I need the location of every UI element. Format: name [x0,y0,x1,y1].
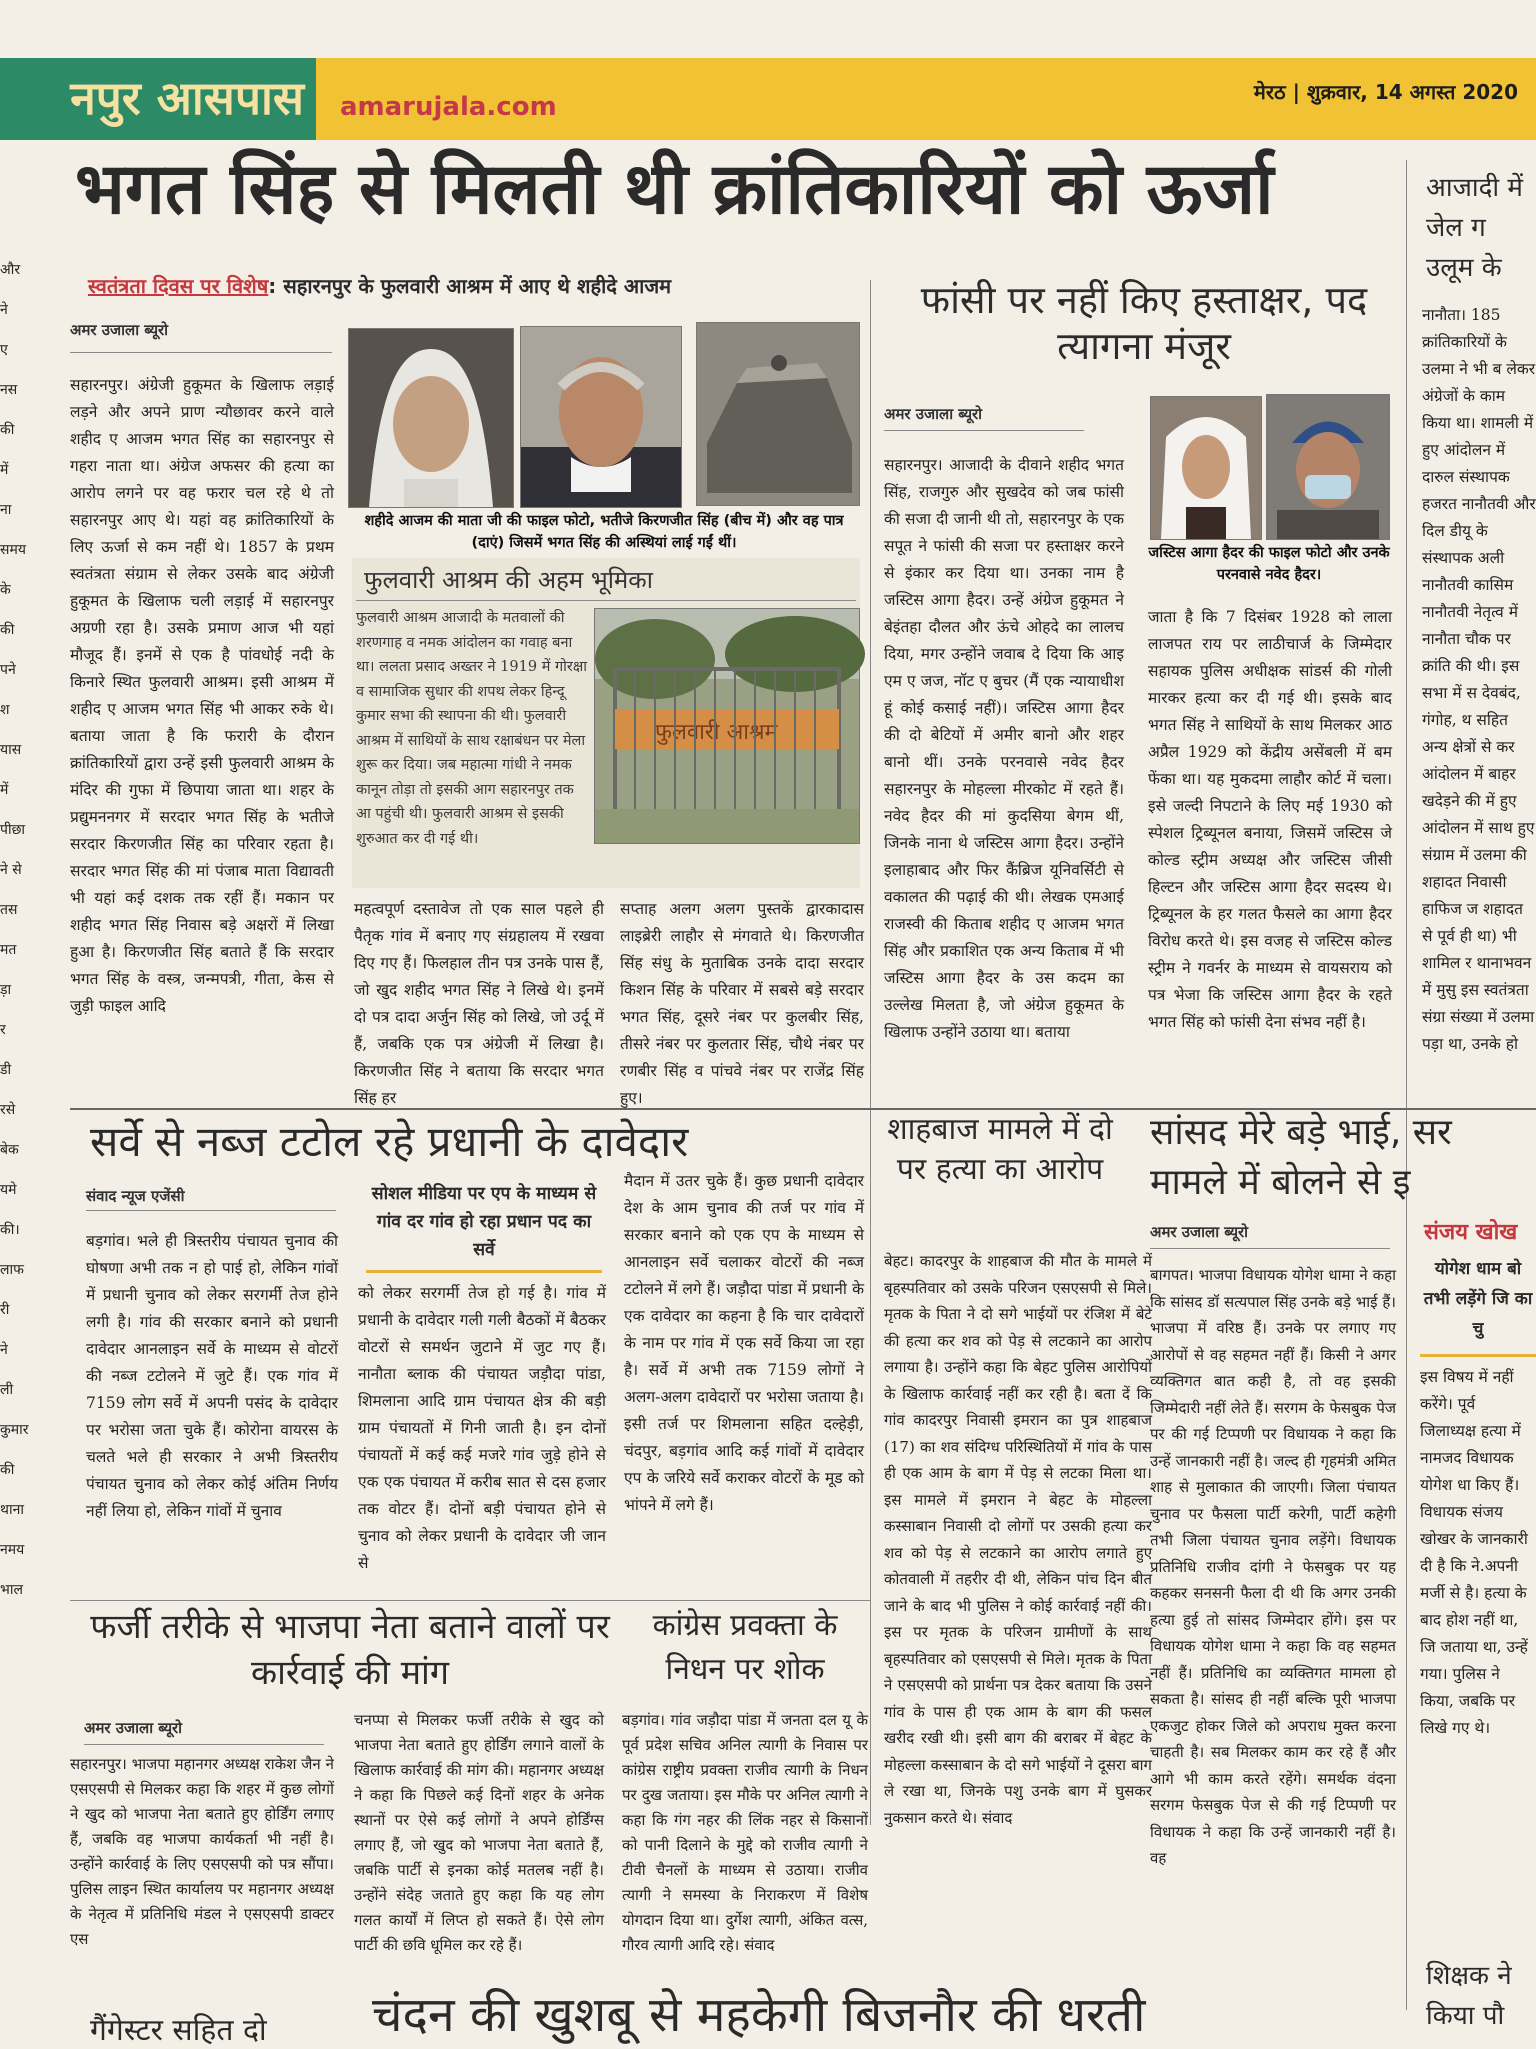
sarve-byline: संवाद न्यूज एजेंसी [86,1187,185,1205]
site-url[interactable]: amarujala.com [340,92,557,122]
bottom-headline-center: चंदन की खुशबू से महकेगी बिजनौर की धरती [372,1987,1146,2043]
left-edge-fragment: समय [0,542,26,558]
sarve-subhead: सोशल मीडिया पर एप के माध्यम से गांव दर गांव हो रहा प्रधान पद का सर्वे [371,1184,597,1260]
left-edge-fragment: पीछा [0,822,26,838]
left-edge-fragment: की [0,622,15,638]
sarve-body-col3: मैदान में उतर चुके हैं। कुछ प्रधानी दावेदार देश के आम चुनाव की तर्ज पर गांव में सरकार बनाने को एक एप के माध्यम से आनलाइन सर्वे चलाकर वोटरों की नब्ज टटोलने में लगे हैं। जड़ौदा पांडा में प्रधानी के एक दावेदार का कहना है कि चार दावेदारों के नाम पर गांव में एक सर्वे किया जा रहा है। सर्वे में अभी तक 7159 लोगों ने अलग-अलग दावेदारों पर भरोसा जताया है। इसी तर्ज पर शिमलाना सहित दल्हेड़ी, चंदपुर, बड़गांव आदि कई गांवों में दावेदार एप के जरिये सर्वे कराकर वोटरों के मूड को भांपने में लगे हैं। [624,1172,864,1514]
left-edge-fragment: यमे [0,1182,17,1198]
left-edge-fragment: भाल [0,1582,23,1598]
sarve-body-col1: बड़गांव। भले ही त्रिस्तरीय पंचायत चुनाव की घोषणा अभी तक न हो पाई हो, लेकिन गांवों में प्रधानी चुनाव को लेकर सरगर्मी तेज होने लगी है। गांव की सरकार बनाने को प्रधानी दावेदार आनलाइन सर्वे के माध्यम से वोटरों की नब्ज टटोलने में जुटे हैं। एक गांव में 7159 लोग सर्वे में अपनी पसंद के दावेदार पर भरोसा जता चुके हैं। कोरोना वायरस के चलते भले ही सरकार ने अभी त्रिस्तरीय पंचायत चुनाव को लेकर कोई अंतिम निर्णय नहीं लिया हो, लेकिन गांवों में चुनाव [86,1232,338,1520]
sansad-body: बागपत। भाजपा विधायक योगेश धामा ने कहा कि सांसद डॉ सत्यपाल सिंह उनके बड़े भाई हैं। भाजपा में वरिष्ठ हैं। उनके पर लगाए गए आरोपों से वह सहमत नहीं हैं। किसी ने अगर व्यक्तिगत बात कही है, तो वह इसकी जिम्मेदारी नहीं लेते हैं। सरगम के फेसबुक पेज पर की गई टिप्पणी पर विधायक ने कहा कि उन्हें जानकारी नहीं है। जल्द ही गृहमंत्री अमित शाह से मुलाकात की जाएगी। जिला पंचायत चुनाव पर फैसला पार्टी करेगी, पार्टी कहेगी तभी जिला पंचायत चुनाव लड़ेंगे। विधायक प्रतिनिधि राजीव दांगी ने फेसबुक पर यह कहकर सनसनी फैला दी थी कि अगर उनकी हत्या हुई तो सांसद जिम्मेदार होंगे। इस पर विधायक योगेश धामा ने कहा कि वह सहमत नहीं हैं। प्रतिनिधि का व्यक्तिगत मामला हो सकता है। सांसद ही नहीं बल्कि पूरी भाजपा एकजुट होकर जिले को अपराध मुक्त करना चाहती है। सब मिलकर काम कर रहे हैं और आगे भी काम करते रहेंगे। समर्थक वंदना सरगम फेसबुक पेज से की गई टिप्पणी पर विधायक ने कहा कि उन्हें जानकारी नहीं है। वह [1150,1266,1396,1867]
sarve-headline: सर्वे से नब्ज टटोल रहे प्रधानी के दावेदार [90,1117,689,1166]
left-edge-fragment: नस [0,382,18,398]
left-edge-fragment: और [0,262,21,278]
phulwari-title-rule [356,600,856,601]
column-divider-lead [870,280,871,1825]
sansad-byline: अमर उजाला ब्यूरो [1150,1223,1249,1241]
photo-justice-aga-haider [1150,396,1262,540]
left-edge-fragment: री [0,1302,10,1318]
left-edge-fragment: की। [0,1222,20,1238]
sarve-subhead-rule [366,1270,602,1273]
left-edge-fragment: बेक [0,1142,19,1158]
section-divider-lower [70,1600,870,1601]
photo-kiranjeet [520,326,682,508]
farji-body-col2: चनप्पा से मिलकर फर्जी तरीके से खुद को भाजपा नेता बताते हुए होर्डिंग लगाने वालों के खिलाफ कार्रवाई की मांग की। महानगर अध्यक्ष ने कहा कि पिछले कई दिनों शहर के अनेक स्थानों पर ऐसे कई लोगों ने अपने होर्डिंग्स लगाए हैं, जो खुद को भाजपा नेता बताते हैं, जबकि पार्टी से इनका कोई मतलब नहीं है। उन्होंने संदेह जताते हुए कहा कि यह लोग गलत कार्यों में लिप्त हो सकते हैं। ऐसे लोग पार्टी की छवि धूमिल कर रहे हैं। [354,1711,604,1954]
lead-body-col2: महत्वपूर्ण दस्तावेज तो एक साल पहले ही पैतृक गांव में बनाए गए संग्रहालय में रखवा दिए गए हैं। फिलहाल तीन पत्र उनके पास हैं, जो खुद शहीद भगत सिंह ने लिखे थे। इनमें दो पत्र दादा अर्जुन सिंह को लिखे, जो उर्दू में हैं, जबकि एक पत्र अंग्रेजी में लिखा है। किरणजीत सिंह ने बताया कि सरदार भगत सिंह हर [354,900,604,1107]
fansi-byline-rule [884,430,1084,431]
shahbaz-headline: शाहबाज मामले में दो पर हत्या का आरोप [887,1112,1113,1187]
phulwari-box-title: फुलवारी आश्रम की अहम भूमिका [364,566,653,594]
sarve-body-col2: को लेकर सरगर्मी तेज हो गई है। गांव में प्रधानी के दावेदार गली गली बैठकों में बैठकर वोटरों से समर्थन जुटाने में जुट गए हैं। नानौता ब्लाक की पंचायत जड़ौदा पांडा, शिमलाना आदि ग्राम पंचायत क्षेत्र की बड़ी ग्राम पंचायतों में गिनी जाती है। इन दोनों पंचायतों में कई कई मजरे गांव जुड़े होने से एक एक पंचायत में करीब सात से दस हजार तक वोटर हैं। दोनों बड़ी पंचायत होने से चुनाव को लेकर प्रधानी के दावेदार जी जान से [358,1284,606,1572]
left-edge-fragment: ना [0,502,12,518]
left-edge-fragment: कुमार [0,1422,29,1438]
sansad-side-author: संजय खोख [1424,1220,1518,1245]
sansad-headline: सांसद मेरे बड़े भाई, सर मामले में बोलने से इ [1150,1112,1452,1203]
gate-sign-text: फुलवारी आश्रम [655,720,778,745]
farji-byline-rule [84,1744,324,1745]
sansad-side-subhead: योगेश धाम बो तभी लड़ेंगे जि का चु [1423,1259,1533,1339]
left-edge-fragment: में [0,782,9,798]
left-edge-fragment: ने [0,1342,8,1358]
left-edge-fragment: श [0,702,10,718]
photo-urn [696,322,860,506]
lead-subhead-text: : सहारनपुर के फुलवारी आश्रम में आए थे शहीदे आजम [268,274,672,298]
column-divider-right [1406,160,1407,2010]
right-edge-headline: आजादी में जेल ग उलूम के [1426,173,1523,283]
left-edge-fragment: ने [0,302,8,318]
phulwari-box-text: फुलवारी आश्रम आजादी के मतवालों की शरणगाह व नमक आंदोलन का गवाह बना था। ललता प्रसाद अख्तर ने 1919 में गोरक्षा व सामाजिक सुधार की शपथ लेकर हिन्दू कुमार सभा की स्थापना की थी। फुलवारी आश्रम में साथियों के साथ रक्षाबंधन पर मेला शुरू कर दिया। जब महात्मा गांधी ने नमक कानून तोड़ा तो इसकी आग सहारनपुर तक आ पहुंची थी। फुलवारी आश्रम से इसकी शुरुआत कर दी गई थी। [356,610,587,847]
lead-subhead [88,274,848,298]
sansad-side-rule [1420,1354,1536,1357]
left-edge-fragment: र [0,1022,6,1038]
left-edge-fragment: के [0,582,11,598]
left-edge-fragment: पने [0,662,16,678]
lead-body-col3: सप्ताह अलग अलग पुस्तकें द्वारकादास लाइब्रेरी लाहौर से मंगवाते थे। किरणजीत सिंह संधु के मुताबिक उनके दादा सरदार किशन सिंह के परिवार में सबसे बड़े सरदार भगत सिंह, दूसरे नंबर पर कुलबीर सिंह, तीसरे नंबर पर कुलतार सिंह, चौथे नंबर पर रणबीर सिंह व पांचवे नंबर पर राजेंद्र सिंह हुए। [620,900,864,1107]
section-name: नपुर आसपास [70,71,304,125]
congress-body: बड़गांव। गांव जड़ौदा पांडा में जनता दल यू के पूर्व प्रदेश सचिव अनिल त्यागी के निवास पर कांग्रेस राष्ट्रीय प्रवक्ता राजीव त्यागी के निधन पर दुख जताया। इस मौके पर अनिल त्यागी ने कहा कि गंग नहर की लिंक नहर से किसानों को पानी दिलाने के मुद्दे को राजीव त्यागी ने टीवी चैनलों के माध्यम से उठाया। राजीव त्यागी ने समस्या के निराकरण में विशेष योगदान दिया था। दुर्गेश त्यागी, अंकित वत्स, गौरव त्यागी आदि रहे। संवाद [622,1711,868,1954]
lead-body-col1: सहारनपुर। अंग्रेजी हुकूमत के खिलाफ लड़ाई लड़ने और अपने प्राण न्यौछावर करने वाले शहीद ए आजम भगत सिंह का सहारनपुर से गहरा नाता था। अंग्रेज अफसर की हत्या का आरोप लगने पर वह फरार चल रहे थे तो सहारनपुर आए थे। यहां वह क्रांतिकारियों के लिए ऊर्जा से कम नहीं थे। 1857 के प्रथम स्वतंत्रता संग्राम से लेकर उसके बाद अंग्रेजी हुकूमत के खिलाफ चली लड़ाई में सहारनपुर अग्रणी रहा है। उसके प्रमाण आज भी यहां मौजूद हैं। इनमें से एक है पांवधोई नदी के किनारे स्थित फुलवारी आश्रम। इसी आश्रम में शहीद ए आजम भगत सिंह भी आकर रुके थे। बताया जाता है कि फरारी के दौरान क्रांतिकारियों द्वारा उन्हें इसी फुलवारी आश्रम के मंदिर की गुफा में छिपाया जाता था। शहर के प्रद्युमननगर में सरदार भगत सिंह के भतीजे सरदार किरणजीत सिंह का परिवार रहता है। सरदार भगत सिंह की मां पंजाब माता विद्यावती भी यहां कई दशक तक रहीं हैं। मकान पर शहीद भगत सिंह निवास बड़े अक्षरों में लिखा हुआ है। किरणजीत सिंह बताते हैं कि सरदार भगत सिंह के वस्त्र, जन्मपत्री, गीता, केस से जुड़ी फाइल आदि [70,376,334,1015]
left-edge-fragment: की [0,422,15,438]
farji-body-col1: सहारनपुर। भाजपा महानगर अध्यक्ष राकेश जैन ने एसएसपी से मिलकर कहा कि शहर में कुछ लोगों ने खुद को भाजपा नेता बताते हुए होर्डिंग लगाए हैं, जबकि वह भाजपा कार्यकर्ता भी नहीं है। उन्होंने कार्रवाई के लिए एसएसपी को पत्र सौंपा। पुलिस लाइन स्थित कार्यालय पर महानगर अध्यक्ष के नेतृत्व में प्रतिनिधि मंडल ने एसएसपी डाक्टर एस [70,1755,334,1948]
lead-byline-rule [70,352,332,353]
photo-mother [348,328,514,508]
fansi-headline: फांसी पर नहीं किए हस्ताक्षर, पद त्यागना मंजूर [920,278,1368,368]
fansi-byline: अमर उजाला ब्यूरो [884,405,983,423]
left-edge-fragment: में [0,462,9,478]
left-edge-fragment: ली [0,1382,14,1398]
sarve-byline-rule [86,1210,336,1211]
congress-headline: कांग्रेस प्रवक्ता के निधन पर शोक [652,1608,838,1687]
left-edge-fragment: लाफ [0,1262,24,1278]
fansi-photo-caption: जस्टिस आगा हैदर की फाइल फोटो और उनके परनवासे नवेद हैदर। [1148,545,1390,583]
left-edge-fragment: थाना [0,1502,24,1518]
left-edge-fragment: तस [0,902,18,918]
lead-byline: अमर उजाला ब्यूरो [70,321,169,339]
left-edge-fragment: रसे [0,1102,16,1118]
left-edge-fragment: की [0,1462,15,1478]
photo-naved-haider [1266,394,1390,540]
left-edge-fragments [0,250,29,2030]
sansad-side-body: इस विषय में नहीं करेंगे। पूर्व जिलाध्यक्ष हत्या में नामजद विधायक योगेश धा किए हैं। विधायक संजय खोखर के जानकारी दी है कि ने.अपनी मर्जी से है। हत्या के बाद होश नहीं था, जि जताया था, उन्हें गया। पुलिस ने किया, जबकि पर लिखे गए थे। [1420,1368,1528,1737]
fansi-body-col1: सहारनपुर। आजादी के दीवाने शहीद भगत सिंह, राजगुरु और सुखदेव को जब फांसी की सजा दी जानी थी तो, सहारनपुर के एक सपूत ने फांसी की सजा पर हस्ताक्षर करने से इंकार कर दिया था। उनका नाम है जस्टिस आगा हैदर। उन्हें अंग्रेज हुकूमत ने बेइंतहा दौलत और ऊंचे ओहदे का लालच दिया, मगर उन्होंने जवाब दे दिया कि आइ एम ए जज, नॉट ए बुचर (मैं एक न्यायाधीश हूं कोई कसाई नहीं)। जस्टिस आगा हैदर की दो बेटियों में अमीर बानो और शहर बानो थीं। उनके परनवासे नवेद हैदर सहारनपुर के मोहल्ला मीरकोट में रहते हैं। नवेद हैदर की मां कुदसिया बेगम थीं, जिनके नाना थे जस्टिस आगा हैदर। उन्होंने इलाहाबाद और फिर कैंब्रिज यूनिवर्सिटी से वकालत की पढ़ाई की थी। लेखक एमआई राजस्वी की किताब शहीद ए आजम भगत सिंह और प्रकाशित एक अन्य किताब में भी जस्टिस आगा हैदर के उस कदम का उल्लेख मिलता है, जो अंग्रेज हुकूमत के खिलाफ उन्होंने उठाया था। बताया [884,456,1124,1041]
left-edge-fragment: ने से [0,862,22,878]
bottom-headline-right: शिक्षक ने किया पौ [1426,1961,1512,2031]
dateline: मेरठ | शुक्रवार, 14 अगस्त 2020 [1253,80,1518,104]
photo-phulwari-gate [594,608,860,844]
left-edge-fragment: ए [0,342,8,358]
left-edge-fragment: नमय [0,1542,25,1558]
farji-byline: अमर उजाला ब्यूरो [84,1719,183,1737]
left-edge-fragment: डी [0,1062,12,1078]
bottom-headline-left: गैंगेस्टर सहित दो [90,2013,267,2048]
left-edge-fragment: ड़ा [0,982,12,998]
left-edge-fragment: यास [0,742,22,758]
fansi-body-col2: जाता है कि 7 दिसंबर 1928 को लाला लाजपत राय पर लाठीचार्ज के जिम्मेदार सहायक पुलिस अधीक्षक सांडर्स की गोली मारकर हत्या कर दी गई थी। इसके बाद भगत सिंह ने साथियों के साथ मिलकर आठ अप्रैल 1929 को केंद्रीय असेंबली में बम फेंका था। यह मुकदमा लाहौर कोर्ट में चला। इसे जल्दी निपटाने के लिए मई 1930 को स्पेशल ट्रिब्यूनल बनाया, जिसमें जस्टिस जे कोल्ड स्ट्रीम अध्यक्ष और जस्टिस जीसी हिल्टन और जस्टिस आगा हैदर सदस्य थे। ट्रिब्यूनल के हर गलत फैसले का आगा हैदर विरोध करते थे। इस वजह से जस्टिस कोल्ड स्ट्रीम ने गवर्नर के माध्यम से वायसराय को पत्र भेजा कि जस्टिस आगा हैदर के रहते भगत सिंह को फांसी देना संभव नहीं है। [1148,608,1392,1031]
farji-headline: फर्जी तरीके से भाजपा नेता बताने वालों पर कार्रवाई की मांग [90,1607,610,1693]
lead-kicker: स्वतंत्रता दिवस पर विशेष [88,274,269,298]
sansad-byline-rule [1150,1248,1390,1249]
lead-photo-caption: शहीदे आजम की माता जी की फाइल फोटो, भतीजे किरणजीत सिंह (बीच में) और वह पात्र (दाएं) जिसमें भगत सिंह की अस्थियां लाई गईं थीं। [364,513,844,551]
shahbaz-body: बेहट। कादरपुर के शाहबाज की मौत के मामले में बृहस्पतिवार को उसके परिजन एसएसपी से मिले। मृतक के पिता ने दो सगे भाईयों पर रंजिश में बेटे की हत्या कर शव को पेड़ से लटकाने का आरोप लगाया है। उन्होंने कहा कि बेहट पुलिस आरोपियों के खिलाफ कार्रवाई नहीं कर रही है। बता दें कि गांव कादरपुर निवासी इमरान का पुत्र शाहबाज (17) का शव संदिग्ध परिस्थितियों में गांव के पास ही एक आम के बाग में पेड़ से लटका मिला था। इस मामले में इमरान ने बेहट के मोहल्ला कस्साबान निवासी दो लोगों पर उसकी हत्या कर शव को पेड़ से लटकाने का आरोप लगाते हुए कोतवाली में तहरीर दी थी, लेकिन पांच दिन बीत जाने के बाद भी पुलिस ने कोई कार्रवाई नहीं की। इस पर मृतक के परिजन ग्रामीणों के साथ बृहस्पतिवार को एसएसपी से मिले। मृतक के पिता ने एसएसपी को प्रार्थना पत्र देकर बताया कि उसने गांव के पास ही एक आम के बाग की फसल खरीद रखी थी। इसी बाग की बराबर में बेहट के मोहल्ला कस्साबान के दो सगे भाईयों ने दूसरा बाग ले रखा था, जिनके पशु उनके बाग में घुसकर नुकसान करते थे। संवाद [884,1252,1152,1827]
left-edge-fragment: मत [0,942,17,958]
lead-headline: भगत सिंह से मिलती थी क्रांतिकारियों को ऊर्जा [75,147,1274,230]
right-edge-body: नानौता। 185 क्रांतिकारियों के उलमा ने भी ब लेकर अंग्रेजों के काम किया था। शामली में हुए आंदोलन में दारुल संस्थापक हजरत नानौतवी और दिल डीयू के संस्थापक अली नानौतवी कासिम नानौतवी नेतृत्व में नानौता चौक पर क्रांति की थी। इस सभा में स देवबंद, गंगोह, थ सहित अन्य क्षेत्रों से कर आंदोलन में बाहर खदेड़ने की में हुए आंदोलन में साथ हुए संग्राम में उलमा की शहादत निवासी हाफिज ज शहादत से पूर्व ही था) भी शामिल र थानाभवन में मुसु इस स्वतंत्रता संग्रा संख्या में उलमा पड़ा था, उनके हो [1422,306,1536,1053]
